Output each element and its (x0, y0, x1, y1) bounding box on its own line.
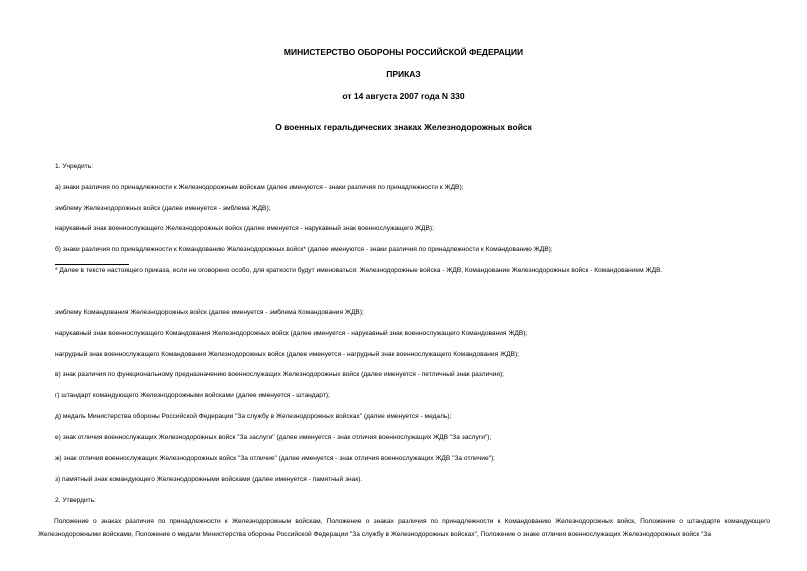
paragraph-b: б) знаки различия по принадлежности к Командованию Железнодорожных войск* (далее именуются - знаки различия по принадлежности к Командованию ЖДВ); (55, 246, 553, 253)
ministry-heading: МИНИСТЕРСТВО ОБОРОНЫ РОССИЙСКОЙ ФЕДЕРАЦИИ (283, 47, 524, 57)
paragraph-sleeve-zhdv: нарукавный знак военнослужащего Железнодорожных войск (далее именуется - нарукавный знак военнослужащего ЖДВ); (55, 225, 434, 232)
paragraph-item-2: 2. Утвердить: (55, 497, 96, 504)
document-type: ПРИКАЗ (386, 69, 421, 79)
document-title: О военных геральдических знаках Железнодорожных войск (275, 122, 532, 132)
paragraph-e: е) знак отличия военнослужащих Железнодорожных войск "За заслуги" (далее именуется - знак отличия военнослужащих ЖДВ "За заслуги"); (55, 434, 492, 441)
paragraph-d: д) медаль Министерства обороны Российской Федерации "За службу в Железнодорожных войсках" (далее именуется - медаль); (55, 413, 452, 420)
paragraph-sleeve-command: нарукавный знак военнослужащего Командования Железнодорожных войск (далее именуется - нарукавный знак военнослужащего Командования ЖДВ); (55, 330, 528, 337)
paragraph-a: а) знаки различия по принадлежности к Железнодорожным войскам (далее именуются - знаки различия по принадлежности к ЖДВ); (55, 184, 464, 191)
paragraph-approve: Положение о знаках различия по принадлежности к Железнодорожным войскам, Положение о знаках различия по принадлежности к Командованию Железнодорожных войск, Положение о штандарте командующего Железнодорожными войсками, Положение о медали Министерства обороны Российской Федерации "За службу в Железнодорожных войсках", Положение о знаке отличия военнослужащих Железнодорожных войск "За (38, 518, 770, 538)
paragraph-g: г) штандарт командующего Железнодорожными войсками (далее именуется - штандарт); (55, 392, 330, 399)
paragraph-zh: ж) знак отличия военнослужащих Железнодорожных войск "За отличие" (далее именуется - знак отличия военнослужащих ЖДВ "За отличие"); (55, 455, 496, 462)
paragraph-item-1: 1. Учредить: (55, 163, 93, 170)
paragraph-emblem-zhdv: эмблему Железнодорожных войск (далее именуется - эмблема ЖДВ); (55, 205, 271, 212)
paragraph-chest-command: нагрудный знак военнослужащего Командования Железнодорожных войск (далее именуется - нагрудный знак военнослужащего Командования ЖДВ); (55, 351, 519, 358)
paragraph-v: в) знак различия по функциональному предназначению военнослужащих Железнодорожных войск (далее именуется - петличный знак различия); (55, 371, 504, 378)
footnote: * Далее в тексте настоящего приказа, если не оговорено особо, для краткости будут именоваться: Железнодорожные войска - ЖДВ, Командование Железнодорожных войск - Командованием ЖДВ. (55, 267, 663, 274)
paragraph-z: з) памятный знак командующего Железнодорожными войсками (далее именуется - памятный знак). (55, 476, 363, 483)
paragraph-emblem-command: эмблему Командования Железнодорожных войск (далее именуется - эмблема Командования ЖДВ); (55, 309, 364, 316)
document-date-number: от 14 августа 2007 года N 330 (342, 91, 465, 101)
footnote-divider (55, 264, 129, 265)
